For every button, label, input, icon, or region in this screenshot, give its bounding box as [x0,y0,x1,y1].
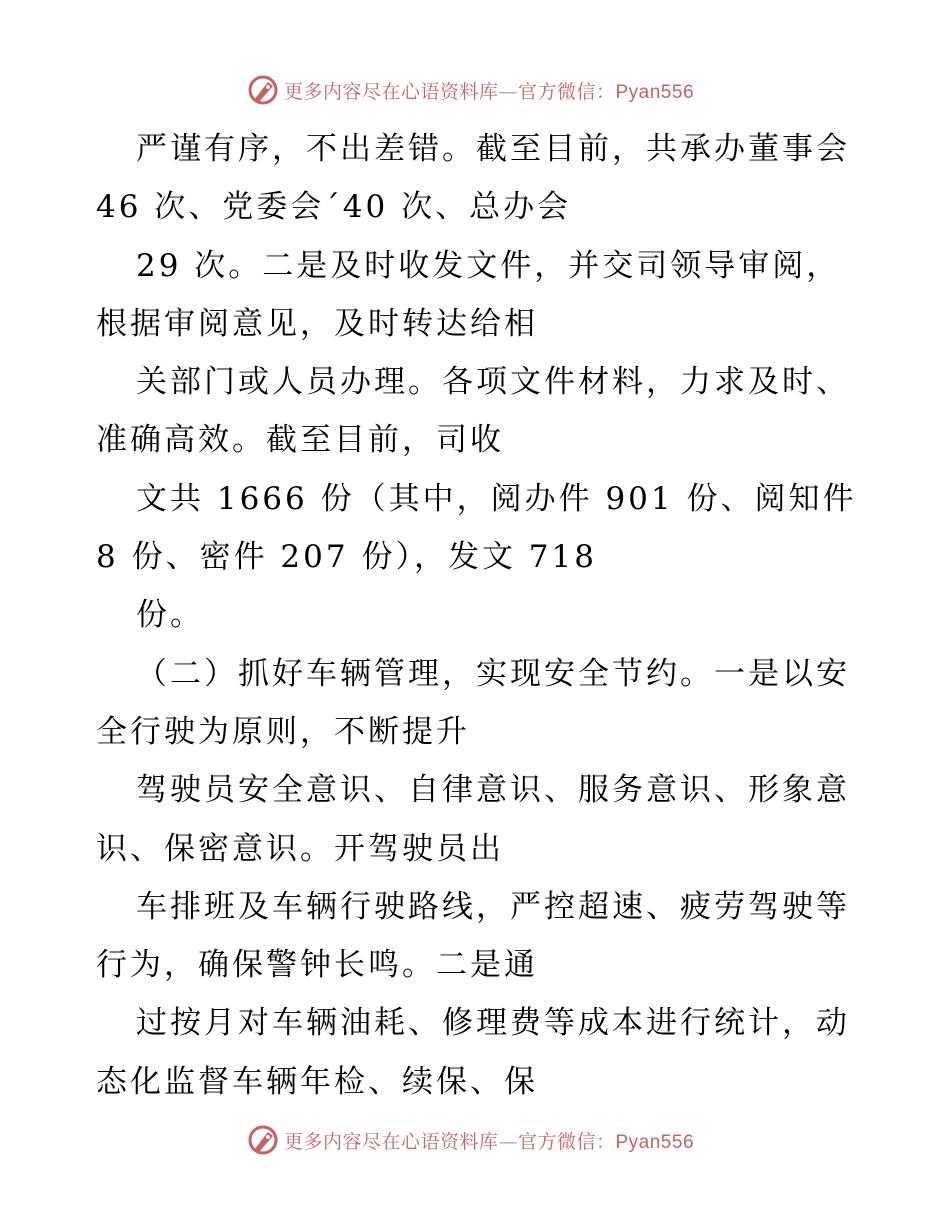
text-line-3: 29 次。二是及时收发文件，并交司领导审阅， [136,247,841,284]
text-line-12: 驾驶员安全意识、自律意识、服务意识、形象意 [136,772,850,809]
text-line-8: 8 份、密件 207 份），发文 718 [96,539,597,576]
text-line-16: 过按月对车辆油耗、修理费等成本进行统计，动 [136,1005,850,1042]
text-line-9: 份。 [136,597,204,634]
watermark-contact-label: 官方微信： [517,1130,616,1153]
text-line-2: 46 次、党委会´40 次、总办会 [96,189,572,226]
watermark-main-text: 更多内容尽在心语资料库 [283,80,499,103]
text-line-13: 识、保密意识。开驾驶员出 [96,830,504,867]
text-line-14: 车排班及车辆行驶路线，严控超速、疲劳驾驶等 [136,888,850,925]
watermark-contact-label: 官方微信： [517,80,616,103]
watermark-main-text: 更多内容尽在心语资料库 [283,1130,499,1153]
header-watermark-content [246,73,694,107]
watermark-handle: Pyan556 [615,81,695,103]
text-line-10: （二）抓好车辆管理，实现安全节约。一是以安 [136,655,850,692]
pen-nib-circle-icon [246,1123,280,1157]
pen-nib-circle-icon [246,73,280,107]
document-body [96,120,856,1111]
text-line-1: 严谨有序，不出差错。截至目前，共承办董事会 [136,131,850,167]
text-line-7: 文共 1666 份（其中，阅办件 901 份、阅知件 [136,480,856,517]
text-line-5: 关部门或人员办理。各项文件材料，力求及时、 [136,364,850,401]
text-line-11: 全行驶为原则，不断提升 [96,713,470,750]
watermark-separator: — [498,1130,518,1153]
watermark-separator: — [498,80,518,103]
text-line-17: 态化监督车辆年检、续保、保 [96,1063,538,1100]
text-line-4: 根据审阅意见，及时转达给相 [96,305,538,342]
text-line-6: 准确高效。截至目前，司收 [96,422,504,459]
text-line-15: 行为，确保警钟长鸣。二是通 [96,947,538,984]
footer-watermark-text [284,1127,694,1154]
footer-watermark-content [246,1123,694,1157]
header-watermark-text [284,77,694,104]
footer-watermark-banner [0,1120,950,1160]
watermark-handle: Pyan556 [615,1131,695,1153]
header-watermark-banner [0,70,950,110]
